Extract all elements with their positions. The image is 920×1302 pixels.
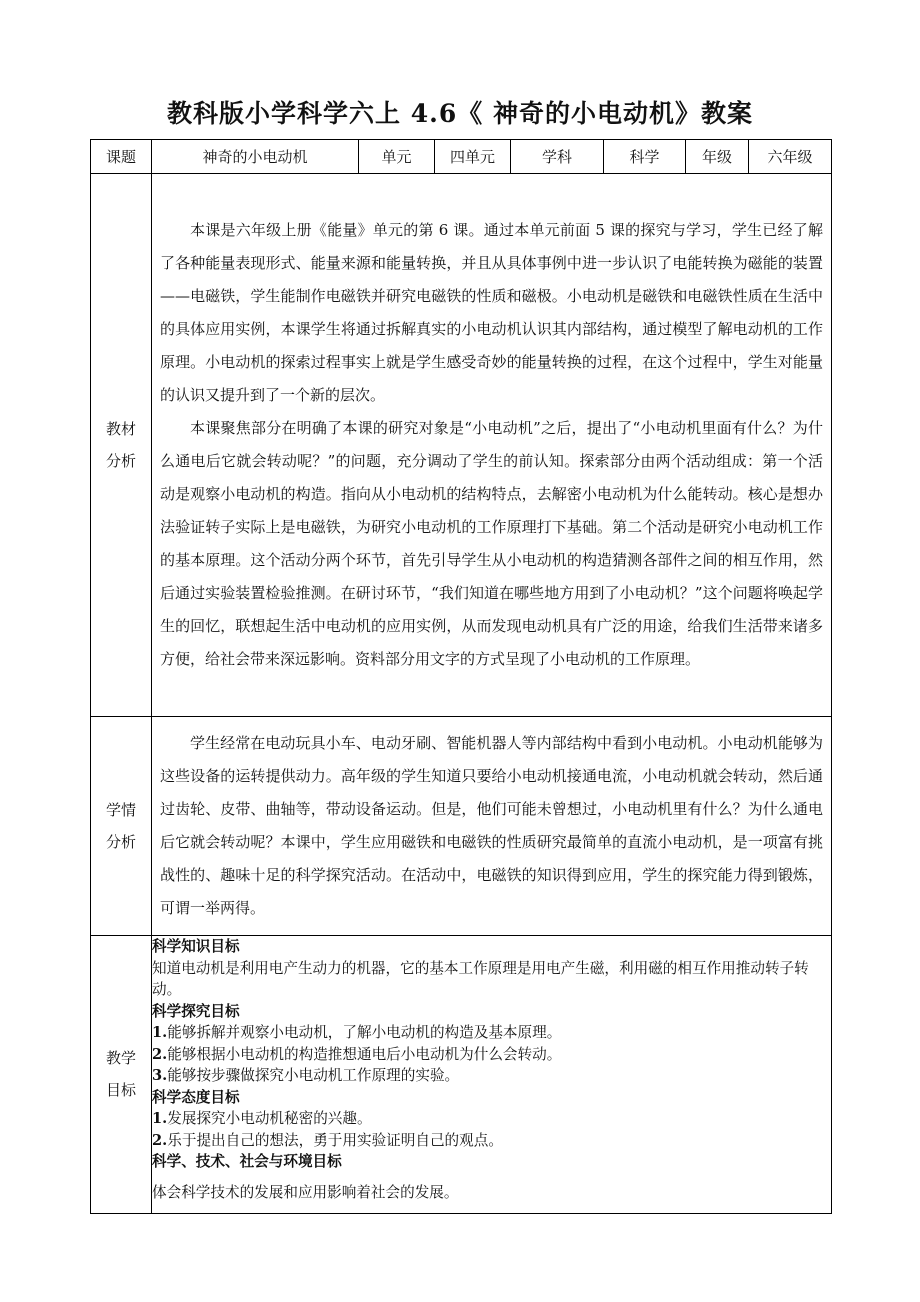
material-analysis-row <box>91 174 832 717</box>
inquiry-goal-heading: 科学探究目标 <box>152 1002 240 1020</box>
stse-goal-heading: 科学、技术、社会与环境目标 <box>152 1153 342 1170</box>
attitude-goal-item: 1.发展探究小电动机秘密的兴趣。 <box>152 1110 372 1127</box>
material-paragraph-1: 本课是六年级上册《能量》单元的第 6 课。通过本单元前面 5 课的探究与学习，学生已经了解了各种能量表现形式、能量来源和能量转换，并且从具体事例中进一步认识了电能转换为磁能的装置——电磁铁，学生能制作电磁铁并研究电磁铁的性质和磁极。小电动机是磁铁和电磁铁性质在生活中的具体应用实例，本课学生将通过拆解真实的小电动机认识其内部结构，通过模型了解电动机的工作原理。小电动机的探索过程事实上就是学生感受奇妙的能量转换的过程，在这个过程中，学生对能量的认识又提升到了一个新的层次。 <box>160 221 823 404</box>
subject-value: 科学 <box>604 140 686 174</box>
topic-label: 课题 <box>91 140 152 174</box>
grade-label: 年级 <box>686 140 749 174</box>
unit-value: 四单元 <box>435 140 511 174</box>
teaching-goals-label: 教学 目标 <box>91 936 152 1214</box>
document-title: 教科版小学科学六上 4.6《 神奇的小电动机》教案 <box>167 99 753 128</box>
inquiry-goal-item: 1.能够拆解并观察小电动机，了解小电动机的构造及基本原理。 <box>152 1024 562 1041</box>
inquiry-goal-item: 2.能够根据小电动机的构造推想通电后小电动机为什么会转动。 <box>152 1045 562 1063</box>
material-paragraph-2: 本课聚焦部分在明确了本课的研究对象是“小电动机”之后，提出了“小电动机里面有什么？为什么通电后它就会转动呢？”的问题，充分调动了学生的前认知。探索部分由两个活动组成：第一个活动是观察小电动机的构造。指向从小电动机的结构特点，去解密小电动机为什么能转动。核心是想办法验证转子实际上是电磁铁，为研究小电动机的工作原理打下基础。第二个活动是研究小电动机工作的基本原理。这个活动分两个环节，首先引导学生从小电动机的构造猜测各部件之间的相互作用，然后通过实验装置检验推测。在研讨环节，“我们知道在哪些地方用到了小电动机？”这个问题将唤起学生的回忆，联想起生活中电动机的应用实例，从而发现电动机具有广泛的用途，给我们生活带来诸多方便，给社会带来深远影响。资料部分用文字的方式呈现了小电动机的工作原理。 <box>160 419 823 668</box>
teaching-goals-content <box>152 936 832 1214</box>
student-analysis-content <box>152 717 832 936</box>
teaching-goals-row <box>91 936 832 1214</box>
unit-label: 单元 <box>359 140 435 174</box>
subject-label: 学科 <box>511 140 604 174</box>
material-analysis-content <box>152 174 832 717</box>
grade-value: 六年级 <box>749 140 832 174</box>
material-analysis-label: 教材 分析 <box>91 174 152 717</box>
header-row <box>91 140 832 174</box>
inquiry-goal-item: 3.能够按步骤做探究小电动机工作原理的实验。 <box>152 1067 460 1084</box>
knowledge-goal-text: 知道电动机是利用电产生动力的机器，它的基本工作原理是用电产生磁，利用磁的相互作用推动转子转动。 <box>152 959 809 998</box>
student-analysis-row <box>91 717 832 936</box>
lesson-plan-table <box>90 139 832 1214</box>
student-analysis-label: 学情 分析 <box>91 717 152 936</box>
topic-value: 神奇的小电动机 <box>152 140 359 174</box>
stse-goal-text: 体会科学技术的发展和应用影响着社会的发展。 <box>152 1183 459 1201</box>
student-paragraph-1: 学生经常在电动玩具小车、电动牙刷、智能机器人等内部结构中看到小电动机。小电动机能够为这些设备的运转提供动力。高年级的学生知道只要给小电动机接通电流，小电动机就会转动，然后通过齿轮、皮带、曲轴等，带动设备运动。但是，他们可能未曾想过，小电动机里有什么？为什么通电后它就会转动呢？本课中，学生应用磁铁和电磁铁的性质研究最简单的直流小电动机，是一项富有挑战性的、趣味十足的科学探究活动。在活动中，电磁铁的知识得到应用，学生的探究能力得到锻炼，可谓一举两得。 <box>160 734 823 917</box>
knowledge-goal-heading: 科学知识目标 <box>152 938 240 955</box>
attitude-goal-item: 2.乐于提出自己的想法，勇于用实验证明自己的观点。 <box>152 1131 503 1149</box>
attitude-goal-heading: 科学态度目标 <box>152 1088 240 1106</box>
